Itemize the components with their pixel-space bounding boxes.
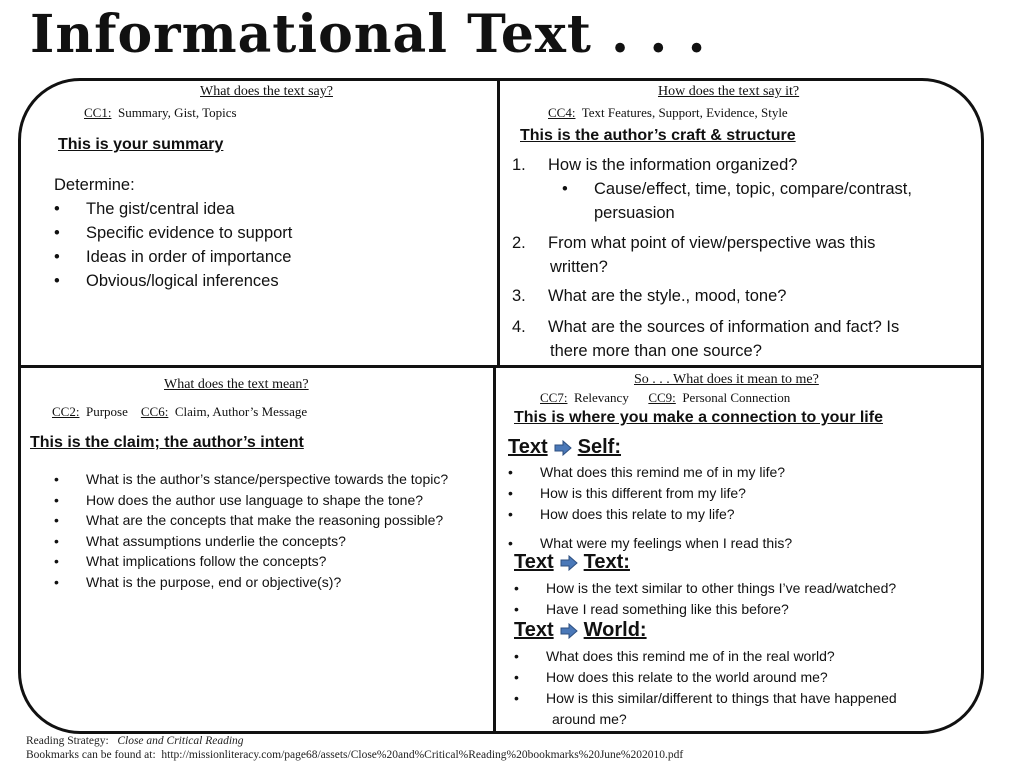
list-item-cont: there more than one source? <box>550 342 762 360</box>
vertical-divider-top <box>497 80 500 367</box>
right-arrow-icon <box>560 623 578 639</box>
q1-heading: What does the text say? <box>200 84 333 99</box>
vertical-divider-bottom <box>493 367 496 733</box>
q2-cc-code: CC4: <box>548 105 576 120</box>
q3-cc-code-a: CC2: <box>52 404 80 419</box>
list-item: • How does the author use language to shape the tone? <box>54 491 424 508</box>
q4-cc-line <box>540 390 790 406</box>
q3-cc-code-b: CC6: <box>140 404 169 419</box>
q3-cc-text-b: Claim, Author’s Message <box>174 404 308 419</box>
q1-cc-code: CC1: <box>84 105 112 120</box>
q1-cc-line <box>84 105 237 121</box>
footer-bookmarks-url[interactable]: http://missionliteracy.com/page68/assets/Close%20and%Critical%Reading%20bookmarks%20June%202010.pdf <box>161 749 684 761</box>
list-item: • The gist/central idea <box>54 200 235 218</box>
list-item: • How is this different from my life? <box>508 485 746 501</box>
list-item: 2. From what point of view/perspective was this <box>512 234 876 252</box>
list-item: • Have I read something like this before? <box>514 601 789 617</box>
list-item: • Obvious/logical inferences <box>54 272 279 290</box>
q4-subhead: This is where you make a connection to your life <box>514 409 883 426</box>
q3-cc-line <box>52 404 307 420</box>
list-item: • Cause/effect, time, topic, compare/contrast, <box>562 180 912 198</box>
footer-bookmarks-label: Bookmarks can be found at: <box>26 749 156 761</box>
list-item: • What assumptions underlie the concepts? <box>54 532 346 549</box>
text-self-list <box>508 462 792 554</box>
q4-cc-code-b: CC9: <box>648 390 676 405</box>
q3-heading: What does the text mean? <box>164 377 309 392</box>
list-item: 4. What are the sources of information and fact? Is <box>512 318 900 336</box>
list-item: • What implications follow the concepts? <box>54 553 327 570</box>
horizontal-divider <box>20 365 982 368</box>
list-item: • How does this relate to the world around me? <box>514 669 828 685</box>
q4-cc-text-a: Relevancy <box>573 390 629 405</box>
q4-cc-text-b: Personal Connection <box>682 390 791 405</box>
page-title: Informational Text . . . <box>30 4 707 65</box>
footer-strategy-value: Close and Critical Reading <box>117 735 244 747</box>
list-item-cont: written? <box>550 258 608 276</box>
text-world-list <box>514 646 897 730</box>
list-item: • What does this remind me of in the real world? <box>514 648 835 664</box>
q2-heading: How does the text say it? <box>658 84 800 99</box>
q1-subhead: This is your summary <box>58 136 224 153</box>
list-item: • How is this similar/different to things that have happened <box>514 690 897 706</box>
q4-heading: So . . . What does it mean to me? <box>634 372 819 387</box>
list-item: • What does this remind me of in my life? <box>508 464 786 480</box>
list-item: • What is the purpose, end or objective(s)? <box>54 573 342 590</box>
list-item: 3. What are the style., mood, tone? <box>512 287 787 305</box>
q1-cc-text: Summary, Gist, Topics <box>117 105 237 120</box>
list-item: 1. How is the information organized? <box>512 156 798 174</box>
q2-list <box>512 153 912 363</box>
list-item: • How is the text similar to other things I’ve read/watched? <box>514 580 897 596</box>
list-item: • What are the concepts that make the reasoning possible? <box>54 512 444 529</box>
q2-subhead: This is the author’s craft & structure <box>520 127 796 144</box>
q3-subhead: This is the claim; the author’s intent <box>30 434 304 451</box>
q3-cc-text-a: Purpose <box>85 404 128 419</box>
q2-cc-line <box>548 105 788 121</box>
q2-cc-text: Text Features, Support, Evidence, Style <box>581 105 788 120</box>
list-item-cont: persuasion <box>594 204 675 222</box>
text-text-list <box>514 578 896 620</box>
footer-strategy <box>26 735 244 747</box>
text-world-heading: Text World: <box>514 619 647 641</box>
list-item-cont: around me? <box>552 711 627 727</box>
q1-list <box>54 173 292 293</box>
q3-list <box>54 469 448 593</box>
q1-intro: Determine: <box>54 176 135 194</box>
right-arrow-icon <box>554 440 572 456</box>
list-item: • How does this relate to my life? <box>508 506 735 522</box>
footer-strategy-label: Reading Strategy: <box>26 735 109 747</box>
list-item: • Specific evidence to support <box>54 224 293 242</box>
q4-cc-code-a: CC7: <box>540 390 568 405</box>
right-arrow-icon <box>560 555 578 571</box>
footer-bookmarks <box>26 749 683 761</box>
text-text-heading: Text Text: <box>514 551 630 573</box>
text-self-heading: Text Self: <box>508 436 621 458</box>
list-item: • Ideas in order of importance <box>54 248 292 266</box>
list-item: • What were my feelings when I read this? <box>508 535 793 551</box>
list-item: • What is the author’s stance/perspective towards the topic? <box>54 471 449 487</box>
